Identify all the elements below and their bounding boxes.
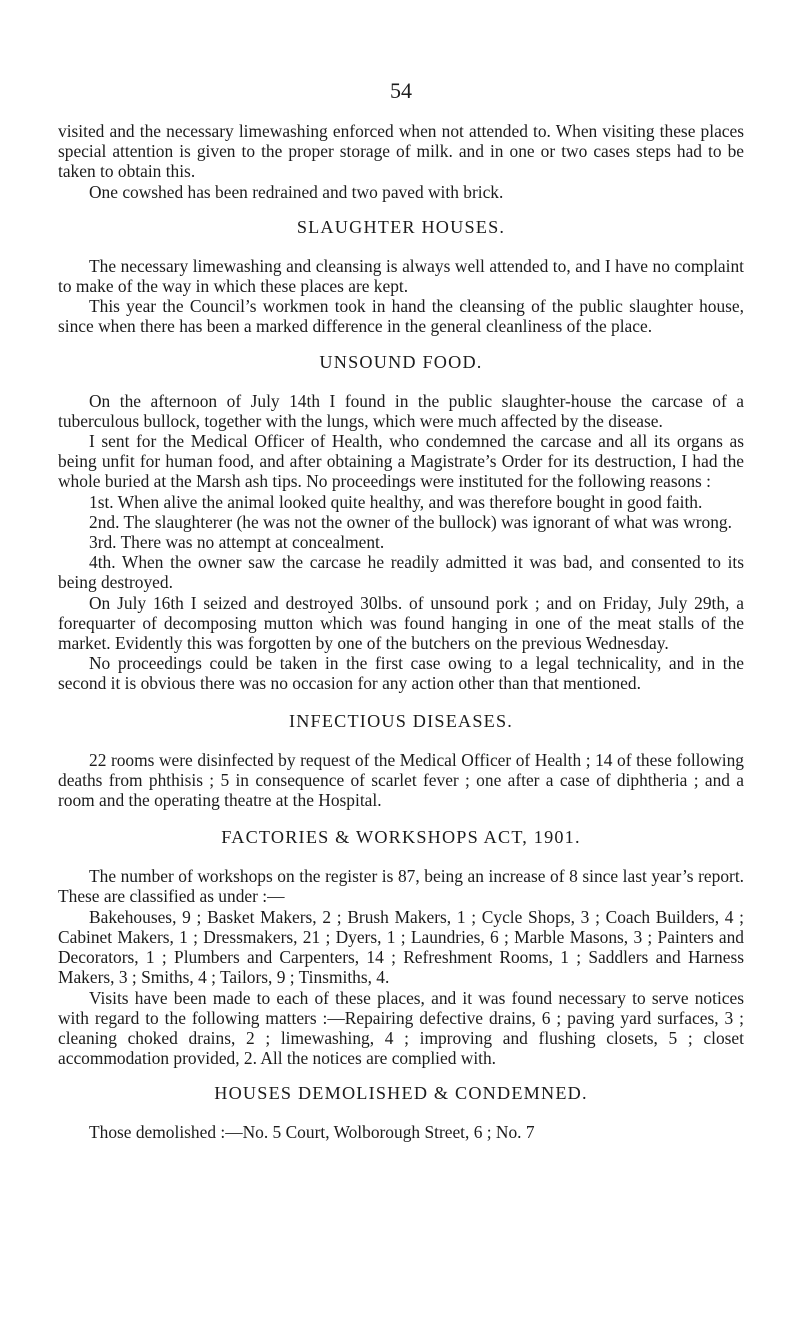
paragraph: 4th. When the owner saw the carcase he readily admitted it was bad, and consented to its being destroyed. (58, 552, 744, 593)
paragraph: visited and the necessary limewashing enforced when not attended to. When visiting these places special attention is given to the proper storage of milk. and in one or two cases steps had to be taken to obtain this. (58, 121, 744, 182)
paragraph: The necessary limewashing and cleansing is always well attended to, and I have no complaint to make of the way in which these places are kept. (58, 255, 744, 297)
paragraph: Bakehouses, 9 ; Basket Makers, 2 ; Brush Makers, 1 ; Cycle Shops, 3 ; Coach Builders, 4 ; Cabinet Makers, 1 ; Dressmakers, 21 ; Dyers, 1 ; Laundries, 6 ; Marble Masons, 3 ; Painters and Decorators, 1 ; Plumbers and Carpenters, 14 ; Refreshment Rooms, 1 ; Saddlers and Harness Makers, 3 ; Smiths, 4 ; Tailors, 9 ; Tinsmiths, 4. (58, 906, 744, 988)
paragraph: 22 rooms were disinfected by request of the Medical Officer of Health ; 14 of these following deaths from phthisis ; 5 in consequence of scarlet fever ; one after a case of diphtheria ; and a room and the operating theatre at the Hospital. (58, 749, 744, 811)
section-heading-houses-demolished-condemned: HOUSES DEMOLISHED & CONDEMNED. (214, 1083, 588, 1104)
paragraph: 1st. When alive the animal looked quite healthy, and was therefore bought in good faith. (89, 491, 703, 512)
paragraph: One cowshed has been redrained and two paved with brick. (89, 181, 504, 202)
paragraph: Visits have been made to each of these places, and it was found necessary to serve notices with regard to the following matters :—Repairing defective drains, 6 ; paving yard surfaces, 3 ; cleaning choked drains, 2 ; limewashing, 4 ; improving and flushing closets, 5 ; closet accommodation provided, 2. All the notices are complied with. (58, 987, 744, 1069)
section-heading-slaughter-houses: SLAUGHTER HOUSES. (296, 216, 506, 237)
paragraph: On the afternoon of July 14th I found in the public slaughter-house the carcase of a tuberculous bullock, together with the lungs, which were much affected by the disease. (58, 390, 744, 431)
section-heading-factories-workshops-act: FACTORIES & WORKSHOPS ACT, 1901. (221, 827, 581, 848)
paragraph: This year the Council’s workmen took in hand the cleansing of the public slaughter house, since when there has been a marked difference in the general cleanliness of the place. (58, 296, 744, 337)
page-number: 54 (390, 78, 412, 103)
paragraph: No proceedings could be taken in the first case owing to a legal technicality, and in the second it is obvious there was no occasion for any action other than that mentioned. (58, 653, 744, 694)
paragraph: On July 16th I seized and destroyed 30lbs. of unsound pork ; and on Friday, July 29th, a forequarter of decomposing mutton which was found hanging in one of the meat stalls of the market. Evidently this was forgotten by one of the butchers on the previous Wednesday. (58, 592, 744, 654)
section-heading-infectious-diseases: INFECTIOUS DISEASES. (288, 710, 514, 731)
paragraph: Those demolished :—No. 5 Court, Wolborough Street, 6 ; No. 7 (89, 1122, 535, 1143)
paragraph: The number of workshops on the register is 87, being an increase of 8 since last year’s report. These are classified as under :— (58, 866, 744, 907)
section-heading-unsound-food: UNSOUND FOOD. (319, 351, 483, 372)
paragraph: 3rd. There was no attempt at concealment. (89, 532, 385, 553)
paragraph: I sent for the Medical Officer of Health, who condemned the carcase and all its organs as being unfit for human food, and after obtaining a Magistrate’s Order for its destruction, I had the whole buried at the Marsh ash tips. No proceedings were instituted for the following reasons : (58, 431, 744, 492)
paragraph: 2nd. The slaughterer (he was not the owner of the bullock) was ignorant of what was wrong. (89, 511, 732, 532)
